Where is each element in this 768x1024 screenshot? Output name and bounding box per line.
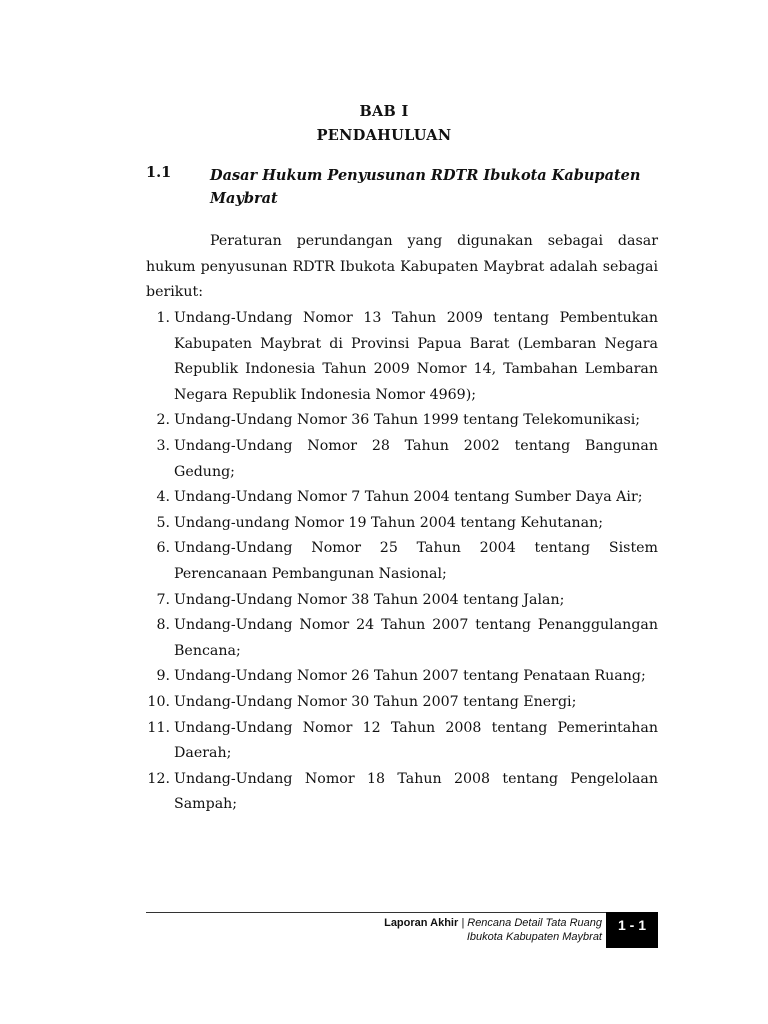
list-item-text: Undang-Undang Nomor 18 Tahun 2008 tentang Pengelolaan Sampah;: [174, 770, 658, 813]
list-item-text: Undang-Undang Nomor 26 Tahun 2007 tentang Penataan Ruang;: [174, 668, 646, 685]
section-number: 1.1: [146, 164, 172, 181]
list-item-number: 3.: [156, 437, 170, 454]
list-item: [146, 536, 658, 587]
list-item-number: 4.: [156, 489, 170, 506]
list-item-number: 9.: [156, 668, 170, 685]
list-item-number: 7.: [156, 591, 170, 608]
footer-title-line1: Rencana Detail Tata Ruang: [467, 917, 602, 929]
list-item-number: 12.: [147, 770, 170, 787]
list-item-text: Undang-Undang Nomor 28 Tahun 2002 tentang Bangunan Gedung;: [174, 437, 658, 480]
list-item-number: 8.: [156, 617, 170, 634]
list-item-text: Undang-undang Nomor 19 Tahun 2004 tentang Kehutanan;: [174, 514, 604, 531]
footer-separator: |: [458, 917, 468, 929]
list-item-number: 6.: [156, 540, 170, 557]
footer-report-label: Laporan Akhir: [384, 917, 459, 929]
list-item: [146, 664, 658, 690]
list-item: [146, 434, 658, 485]
footer-title-line2: Ibukota Kabupaten Maybrat: [466, 931, 602, 943]
list-item-text: Undang-Undang Nomor 12 Tahun 2008 tentang Pemerintahan Daerah;: [174, 719, 658, 762]
chapter-title: PENDAHULUAN: [316, 127, 452, 144]
list-item-text: Undang-Undang Nomor 24 Tahun 2007 tentang Penanggulangan Bencana;: [174, 617, 658, 659]
list-item-text: Undang-Undang Nomor 25 Tahun 2004 tentang Sistem Perencanaan Pembangunan Nasional;: [174, 540, 658, 582]
list-item-number: 11.: [147, 719, 170, 736]
footer-divider: [146, 912, 658, 913]
list-item-number: 5.: [156, 514, 170, 531]
list-item-number: 2.: [156, 412, 170, 429]
list-item-text: Undang-Undang Nomor 13 Tahun 2009 tentang Pembentukan Kabupaten Maybrat di Provinsi Papua Barat (Lembaran Negara Republik Indonesia Tahun 2009 Nomor 14, Tambahan Lembaran Negara Republik Indonesia Nomor 4969);: [174, 310, 658, 403]
list-item-text: Undang-Undang Nomor 30 Tahun 2007 tentang Energi;: [174, 693, 577, 710]
list-item: [146, 716, 658, 767]
list-item: [146, 767, 658, 818]
list-item-number: 10.: [147, 693, 170, 710]
chapter-number: BAB I: [359, 103, 409, 120]
list-item-text: Undang-Undang Nomor 7 Tahun 2004 tentang Sumber Daya Air;: [174, 489, 643, 506]
legal-basis-list: [146, 306, 658, 818]
list-item: [146, 485, 658, 511]
list-item-text: Undang-Undang Nomor 38 Tahun 2004 tentang Jalan;: [174, 591, 565, 608]
list-item: [146, 613, 658, 664]
footer-report-info: [384, 916, 602, 944]
list-item: [146, 511, 658, 537]
list-item-number: 1.: [156, 310, 170, 326]
intro-paragraph: Peraturan perundangan yang digunakan sebagai dasar hukum penyusunan RDTR Ibukota Kabupaten Maybrat adalah sebagai berikut:: [146, 233, 658, 301]
list-item: [146, 306, 658, 408]
list-item-text: Undang-Undang Nomor 36 Tahun 1999 tentang Telekomunikasi;: [174, 412, 641, 429]
section-title: Dasar Hukum Penyusunan RDTR Ibukota Kabupaten Maybrat: [210, 167, 641, 207]
list-item: [146, 588, 658, 614]
list-item: [146, 408, 658, 434]
page-number-badge: 1 - 1: [606, 912, 658, 948]
list-item: [146, 690, 658, 716]
